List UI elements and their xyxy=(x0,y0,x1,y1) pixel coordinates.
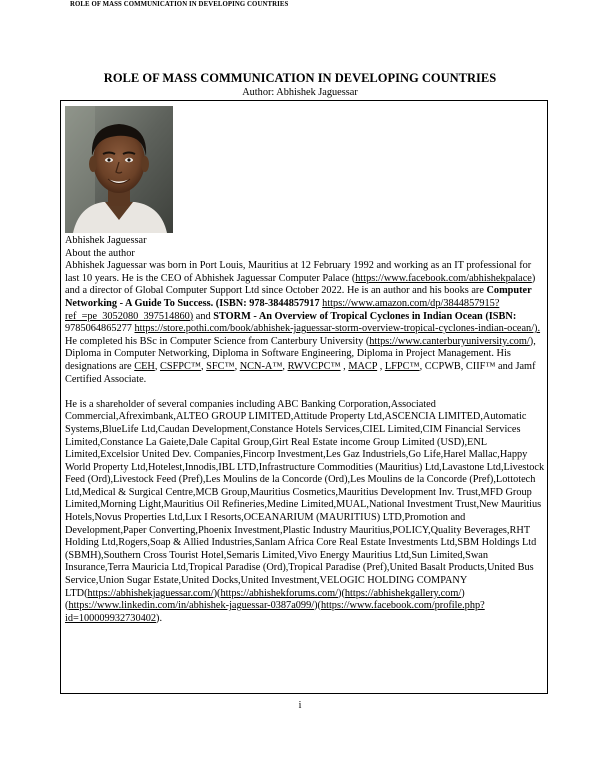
website-link[interactable]: https://abhishekjaguessar.com/ xyxy=(87,587,214,599)
bio-text: ), Diploma in Computer Networking, Diploma in Software Engineering, Diploma in Project Management. His designations are xyxy=(65,335,536,372)
linkedin-link[interactable]: https://www.linkedin.com/in/abhishek-jaguessar-0387a099/ xyxy=(68,600,315,612)
gallery-link[interactable]: https://abhishekgallery.com/ xyxy=(344,587,462,599)
designation-lfpc-link[interactable]: LFPC™ xyxy=(384,360,420,372)
bio-text: ) and a director of Global Computer Support Ltd since October 2022. He is an author and his books are xyxy=(65,272,536,297)
facebook-profile-link[interactable]: https://www.facebook.com/profile.php?id=100009932730402 xyxy=(65,600,485,624)
book2-title: STORM - An Overview of Tropical Cyclones in Indian Ocean xyxy=(213,310,483,322)
shareholder-end: ). xyxy=(156,612,163,624)
author-bio-block xyxy=(65,235,547,625)
bio-text: He completed his BSc in Computer Science from Canterbury University ( xyxy=(65,335,370,347)
about-heading: About the author xyxy=(65,247,135,259)
running-header: ROLE OF MASS COMMUNICATION IN DEVELOPING COUNTRIES xyxy=(70,1,289,8)
shareholder-text: He is a shareholder of several companies including ABC Banking Corporation,Associated Commercial,Afreximbank,ALTEO GROUP LIMITED,Attitude Property Ltd,ASCENCIA LIMITED,Automatic Systems,BlueLife Ltd,Caudan Development,Constance Hotels Services,CIEL Limited,CIM Financial Services Limited,Constance La Gaiete,Dale Capital Group,Girt Real Estate income Group Limited (USD),ENL Limited,Excelsior United Dev. Companies,Fincorp Investment,Les Gaz Industriels,Go Life,Harel Mallac,Happy World Property Ltd,Hotelest,Innodis,IBL LTD,Infrastructure Commodities (Mauritius) Ltd,Lavastone Ltd,Livestock Feed (Ord),Livestock Feed (Pref),Les Moulins de la Concorde (Ord),Les Moulins de la Concorde (Pref),Lottotech Ltd,Medical & Surgical Centre,MCB Group,Mauritius Cosmetics,Mauritius Development Inv. Trust,MFD Group Limited,Morning Light,Mauritius Oil Refineries,Medine Limited,MUAL,National Investment Trust,New Mauritius Hotels,Novus Properties Ltd,Lux I Resorts,OCEANARIUM (MAURITIUS) LTD,Promotion and Development,Paper Converting,Phoenix Investment,Plastic Industry Mauritius,POLICY,Quality Beverages,RHT Holding Ltd,Rogers,Soap & Allied Industries,Sanlam Africa Core Real Estate Investments Ltd,SBM Holdings Ltd (SBMH),Southern Cross Tourist Hotel,Semaris Limited,Vivo Energy Mauritius Ltd,Sun Limited,Swan Insurance,Terra Mauricia Ltd,Tropical Paradise (Ord),Tropical Paradise (Pref),United Basalt Products,United Bus Service,Union Sugar Estate,United Docks,United Investment,VELOGIC HOLDING COMPANY LTD( xyxy=(65,398,545,599)
canterbury-link[interactable]: https://www.canterburyuniversity.com/ xyxy=(369,335,530,347)
bio-text: , CCPWB, CIIF™ and Jamf Certified Associate. xyxy=(65,360,536,385)
page-title: ROLE OF MASS COMMUNICATION IN DEVELOPING COUNTRIES xyxy=(103,71,497,85)
bio-paragraph: Abhishek Jaguessar was born in Port Louis, Mauritius at 12 February 1992 and working as an IT professional for last 10 years. He is the CEO of Abhishek Jaguessar Computer Palace (https://www.facebook.com/abhishekpalace) and a director of Global Computer Support Ltd since October 2022. He is an author and his books are Computer Networking - A Guide To Success. (ISBN: 978-3844857917 https://www.amazon.com/dp/3844857915?ref_=pe_3052080_397514860) and STORM - An Overview of Tropical Cyclones in Indian Ocean (ISBN: 9785064865277 https://store.pothi.com/book/abhishek-jaguessar-storm-overview-tropical-cyclones-indian-ocean/). He completed his BSc in Computer Science from Canterbury University (https://www.canterburyuniversity.com/), Diploma in Computer Networking, Diploma in Software Engineering, Diploma in Project Management. His designations are CEH, CSFPC™, SFC™, NCN-A™, RWVCPC™ , MACP , LFPC™, CCPWB, CIIF™ and Jamf Certified Associate. xyxy=(65,260,541,385)
bio-text: Abhishek Jaguessar was born in Port Louis, Mauritius at 12 February 1992 and working as an IT professional for last 10 years. He is the CEO of Abhishek Jaguessar Computer Palace ( xyxy=(65,260,532,284)
book1-isbn: (ISBN: 978-3844857917 xyxy=(213,297,320,309)
designation-ceh-link[interactable]: CEH xyxy=(134,360,155,372)
designation-macp-link[interactable]: MACP xyxy=(348,360,378,372)
page-number: i xyxy=(298,700,302,711)
amazon-link[interactable]: https://www.amazon.com/dp/3844857915?ref_=pe_3052080_397514860) xyxy=(65,297,500,322)
shareholder-paragraph: He is a shareholder of several companies including ABC Banking Corporation,Associated Commercial,Afreximbank,ALTEO GROUP LIMITED,Attitude Property Ltd,ASCENCIA LIMITED,Automatic Systems,BlueLife Ltd,Caudan Development,Constance Hotels Services,CIEL Limited,CIM Financial Services Limited,Constance La Gaiete,Dale Capital Group,Girt Real Estate income Group Limited (USD),ENL Limited,Excelsior United Dev. Companies,Fincorp Investment,Les Gaz Industriels,Go Life,Harel Mallac,Happy World Property Ltd,Hotelest,Innodis,IBL LTD,Infrastructure Commodities (Mauritius) Ltd,Lavastone Ltd,Livestock Feed (Ord),Livestock Feed (Pref),Les Moulins de la Concorde (Ord),Les Moulins de la Concorde (Pref),Lottotech Ltd,Medical & Surgical Centre,MCB Group,Mauritius Cosmetics,Mauritius Development Inv. Trust,MFD Group Limited,Morning Light,Mauritius Oil Refineries,Medine Limited,MUAL,National Investment Trust,New Mauritius Hotels,Novus Properties Ltd,Lux I Resorts,OCEANARIUM (MAURITIUS) LTD,Promotion and Development,Paper Converting,Phoenix Investment,Plastic Industry Mauritius,POLICY,Quality Beverages,RHT Holding Ltd,Rogers,Soap & Allied Industries,Sanlam Africa Core Real Estate Investments Ltd,SBM Holdings Ltd (SBMH),Southern Cross Tourist Hotel,Semaris Limited,Vivo Energy Mauritius Ltd,Sun Limited,Swan Insurance,Terra Mauricia Ltd,Tropical Paradise (Ord),Tropical Paradise (Pref),United Basalt Products,United Bus Service,Union Sugar Estate,United Docks,United Investment,VELOGIC HOLDING COMPANY LTD(https://abhishekjaguessar.com/)(https://abhishekforums.com/)(https://abhishekgallery.com/)(https://www.linkedin.com/in/abhishek-jaguessar-0387a099/)(https://www.facebook.com/profile.php?id=100009932730402). xyxy=(65,398,545,624)
author-photo xyxy=(65,106,173,233)
author-line: Author: Abhishek Jaguessar xyxy=(242,87,358,98)
portrait-image xyxy=(65,106,173,233)
designation-csfpc-link[interactable]: CSFPC™ xyxy=(159,360,201,372)
paragraph-gap xyxy=(65,386,547,399)
designation-sfc-link[interactable]: SFC™ xyxy=(206,360,235,372)
author-name: Abhishek Jaguessar xyxy=(65,235,147,246)
bio-text: and xyxy=(193,310,214,322)
designation-rwvcpc-link[interactable]: RWVCPC™ xyxy=(287,360,341,372)
book2-isbn-label: (ISBN: xyxy=(485,310,517,322)
book2-isbn-number: 9785064865277 xyxy=(65,323,135,335)
forums-link[interactable]: https://abhishekforums.com/ xyxy=(220,587,339,599)
designation-ncna-link[interactable]: NCN-A™ xyxy=(239,360,283,372)
book1-title: Computer Networking - A Guide To Success. xyxy=(65,285,532,309)
facebook-palace-link[interactable]: https://www.facebook.com/abhishekpalace xyxy=(355,272,532,284)
pothi-link[interactable]: https://store.pothi.com/book/abhishek-jaguessar-storm-overview-tropical-cyclones-indian-ocean/). xyxy=(134,323,541,335)
